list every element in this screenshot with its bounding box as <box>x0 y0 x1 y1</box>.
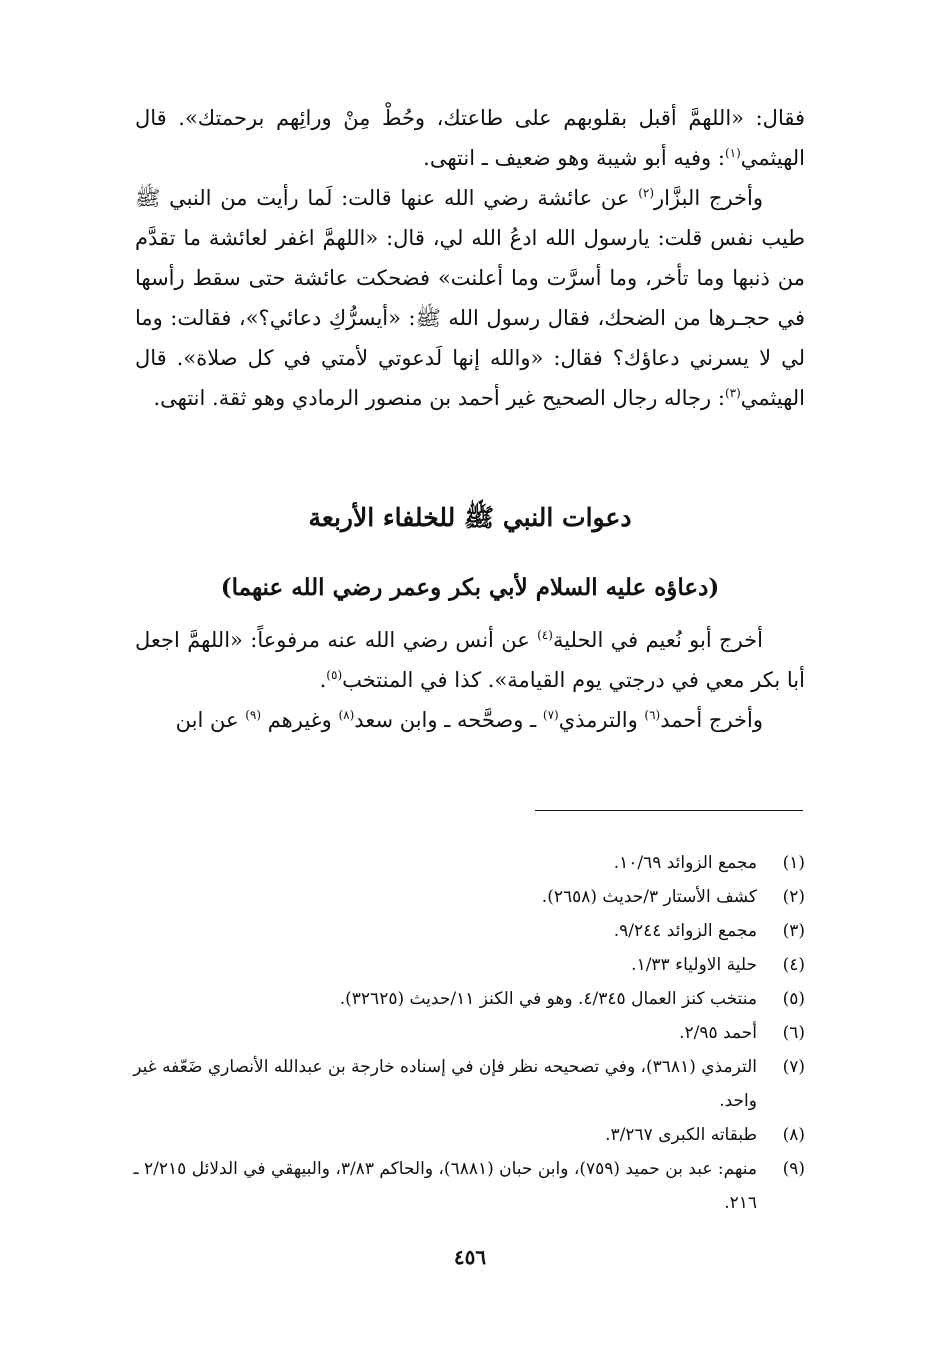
footnote-text: مجمع الزوائد ٩/٢٤٤. <box>613 921 757 941</box>
footnote-ref-9[interactable]: (٩) <box>245 708 262 722</box>
top-body-text <box>135 98 805 418</box>
footnote-number: (٥) <box>782 989 805 1009</box>
section-title: دعوات النبي ﷺ للخلفاء الأربعة <box>308 503 632 532</box>
footnote-separator <box>535 810 803 811</box>
footnote-number: (٩) <box>782 1159 805 1179</box>
footnote-ref-6[interactable]: (٦) <box>644 708 661 722</box>
footnote-ref-4[interactable]: (٤) <box>537 628 553 642</box>
footnotes <box>105 846 805 1220</box>
footnote-ref-8[interactable]: (٨) <box>338 708 355 722</box>
footnote-7 <box>105 1050 805 1118</box>
footnote-text: مجمع الزوائد ١٠/٦٩. <box>613 853 757 873</box>
footnote-2 <box>105 880 805 914</box>
footnote-number: (٦) <box>782 1023 805 1043</box>
footnote-text: طبقاته الكبرى ٣/٢٦٧. <box>605 1125 757 1145</box>
footnote-3 <box>105 914 805 948</box>
footnote-4 <box>105 948 805 982</box>
footnote-ref-1[interactable]: (١) <box>724 146 741 160</box>
footnote-number: (٨) <box>782 1125 805 1145</box>
footnote-text: أحمد ٢/٩٥. <box>679 1023 757 1043</box>
footnote-number: (٤) <box>782 955 805 975</box>
bottom-body-text <box>135 620 805 740</box>
footnote-text: منتخب كنز العمال ٤/٣٤٥. وهو في الكنز ١١/حديث (٣٢٦٢٥). <box>339 989 757 1009</box>
footnote-number: (٧) <box>782 1057 805 1077</box>
paragraph-1: فقال: «اللهمَّ أقبل بقلوبهم على طاعتك، وحُطْ مِنْ ورائِهم برحمتك». قال الهيثمي$^{(١)}$: وفيه أبو شيبة وهو ضعيف ـ انتهى. <box>135 106 805 170</box>
footnote-ref-3[interactable]: (٣) <box>724 386 741 400</box>
paragraph-3: أخرج أبو نُعيم في الحلية$^{(٤)}$ عن أنس رضي الله عنه مرفوعاً: «اللهمَّ اجعل أبا بكر معي في درجتي يوم القيامة». كذا في المنتخب$^{(٥)}$. <box>135 628 805 692</box>
footnote-ref-7[interactable]: (٧) <box>542 708 559 722</box>
footnote-ref-2[interactable]: (٢) <box>638 186 655 200</box>
paragraph-2: وأخرج البزَّار$^{(٢)}$ عن عائشة رضي الله عنها قالت: لَما رأيت من النبي ﷺ طيب نفس قلت: يارسول الله ادعُ الله لي، قال: «اللهمَّ اغفر لعائشة ما تقدَّم من ذنبها وما تأخر، وما أسرَّت وما أعلنت» فضحكت عائشة حتى سقط رأسها في حجـرها من الضحك، فقال رسول الله ﷺ: «أيسرُّكِ دعائي؟»، فقالت: وما لي لا يسرني دعاؤك؟ فقال: «والله إنها لَدعوتي لأمتي في كل صلاة». قال الهيثمي$^{(٣)}$: رجاله رجال الصحيح غير أحمد بن منصور الرمادي وهو ثقة. انتهى. <box>135 186 805 410</box>
footnote-text: كشف الأستار ٣/حديث (٢٦٥٨). <box>541 887 757 907</box>
footnote-number: (١) <box>782 853 805 873</box>
footnote-8 <box>105 1118 805 1152</box>
footnote-text: منهم: عبد بن حميد (٧٥٩)، وابن حبان (٦٨٨١)، والحاكم ٣/٨٣، والبيهقي في الدلائل ٢/٢١٥ ـ ٢١٦. <box>133 1159 757 1213</box>
paragraph-4: وأخرج أحمد$^{(٦)}$ والترمذي$^{(٧)}$ ـ وصحَّحه ـ وابن سعد$^{(٨)}$ وغيرهم $^{(٩)}$ عن ابن <box>175 708 763 732</box>
footnote-number: (٣) <box>782 921 805 941</box>
page-number: ٤٥٦ <box>453 1245 487 1269</box>
footnote-1 <box>105 846 805 880</box>
footnote-9 <box>105 1152 805 1220</box>
footnote-6 <box>105 1016 805 1050</box>
footnote-ref-5[interactable]: (٥) <box>326 668 343 682</box>
footnote-text: حلية الاولياء ١/٣٣. <box>631 955 757 975</box>
footnote-5 <box>105 982 805 1016</box>
sub-title: (دعاؤه عليه السلام لأبي بكر وعمر رضي الله عنهما) <box>220 574 720 601</box>
footnote-number: (٢) <box>782 887 805 907</box>
footnote-text: الترمذي (٣٦٨١)، وفي تصحيحه نظر فإن في إسناده خارجة بن عبدالله الأنصاري ضَعّفه غير واحد. <box>133 1057 757 1111</box>
